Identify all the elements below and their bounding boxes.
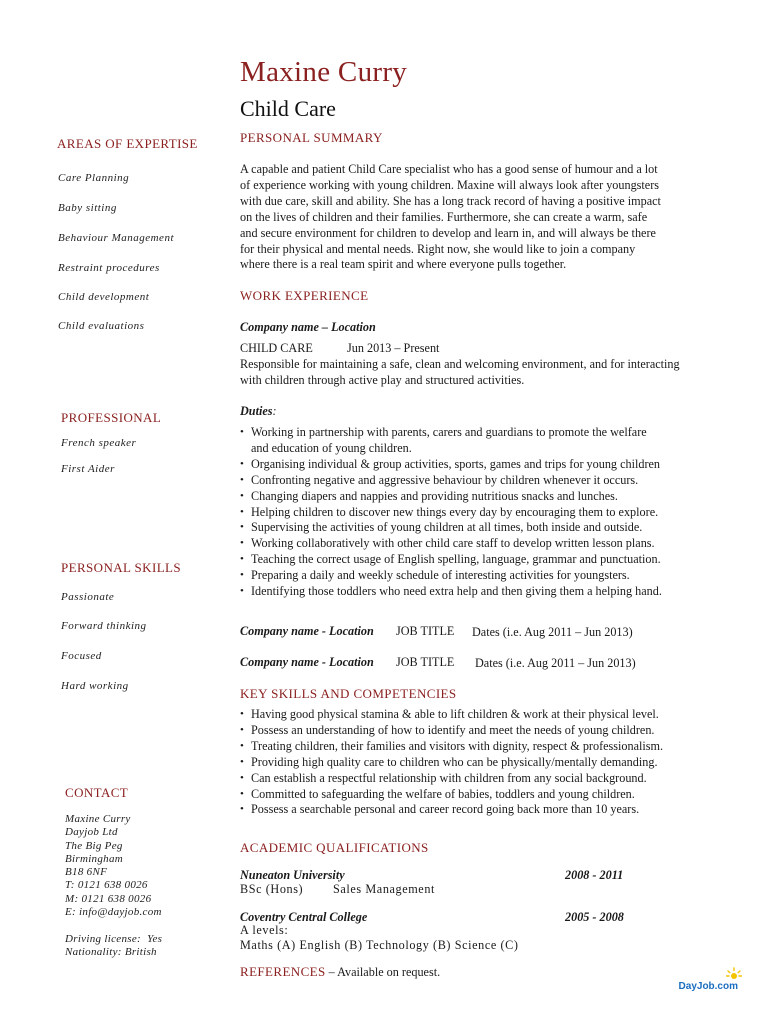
- references-heading: REFERENCES: [240, 964, 326, 979]
- summary-line: and secure environment for children to develop and learn in, and will always be there: [240, 225, 656, 240]
- nationality: Nationality: British: [65, 946, 157, 959]
- sun-icon: [726, 967, 742, 983]
- logo-text: DayJob.com: [678, 981, 738, 992]
- key-skill-item: • Possess a searchable personal and career record going back more than 10 years.: [240, 802, 710, 818]
- key-skill-item: • Can establish a respectful relationship with children from any social background.: [240, 771, 710, 787]
- duties-list: [240, 425, 710, 600]
- prev-company: Company name - Location: [240, 624, 374, 638]
- expertise-item: Care Planning: [58, 172, 130, 184]
- prev-dates: Dates (i.e. Aug 2011 – Jun 2013): [475, 656, 636, 670]
- contact-city: Birmingham: [65, 852, 123, 865]
- qualification-grades: Maths (A) English (B) Technology (B) Science (C): [240, 938, 519, 952]
- company-location: Company name – Location: [240, 320, 376, 334]
- key-skills-list: [240, 707, 710, 818]
- prev-title: JOB TITLE: [396, 655, 455, 669]
- summary-line: of experience working with young children. Maxine will always look after youngsters: [240, 177, 660, 192]
- professional-item: French speaker: [61, 437, 137, 449]
- duty-item: • Supervising the activities of young children at all times, both inside and outside.: [240, 520, 710, 536]
- key-skills-heading: KEY SKILLS AND COMPETENCIES: [240, 686, 457, 701]
- duty-item: • Preparing a daily and weekly schedule of interesting activities for youngsters.: [240, 568, 710, 584]
- key-skill-item: • Having good physical stamina & able to lift children & work at their physical level.: [240, 707, 710, 723]
- duty-item: • Working collaboratively with other child care staff to develop written lesson plans.: [240, 536, 710, 552]
- key-skill-item: • Possess an understanding of how to identify and meet the needs of young children.: [240, 723, 710, 739]
- contact-mobile: M: 0121 638 0026: [65, 892, 152, 905]
- prev-title: JOB TITLE: [396, 624, 455, 638]
- professional-heading: PROFESSIONAL: [61, 410, 162, 425]
- job-title: Child Care: [240, 96, 336, 121]
- skill-item: Focused: [61, 650, 102, 662]
- degree: BSc (Hons): [240, 882, 304, 896]
- references-text: Available on request.: [337, 965, 441, 979]
- skills-heading: PERSONAL SKILLS: [61, 560, 182, 575]
- current-role: CHILD CARE: [240, 341, 313, 355]
- contact-company: Dayjob Ltd: [65, 826, 118, 839]
- summary-line: with due care, skill and ability. She has a long track record of having a positive impact: [240, 193, 661, 208]
- dayjob-logo: [679, 981, 738, 992]
- summary-line: for their physical and mental needs. Right now, she would like to join a company: [240, 241, 636, 256]
- duty-item: • Helping children to discover new things every day by encouraging them to explore.: [240, 505, 710, 521]
- academic-heading: ACADEMIC QUALIFICATIONS: [240, 840, 429, 855]
- description-line: Responsible for maintaining a safe, clean and welcoming environment, and for interacting: [240, 357, 680, 371]
- current-dates: Jun 2013 – Present: [347, 341, 440, 355]
- experience-heading: WORK EXPERIENCE: [240, 288, 369, 303]
- school-years: 2008 - 2011: [565, 868, 624, 882]
- contact-heading: CONTACT: [65, 785, 129, 800]
- expertise-item: Child development: [58, 291, 150, 303]
- summary-text: [240, 162, 710, 273]
- summary-line: where there is a real team spirit and where everyone pulls together.: [240, 257, 567, 272]
- duties-label: [240, 404, 277, 420]
- school-name: Nuneaton University: [240, 868, 345, 882]
- qualification: A levels:: [240, 923, 289, 937]
- contact-postcode: B18 6NF: [65, 866, 108, 879]
- references: [240, 964, 440, 980]
- key-skill-item: • Committed to safeguarding the welfare of babies, toddlers and young children.: [240, 787, 710, 803]
- prev-dates: Dates (i.e. Aug 2011 – Jun 2013): [472, 625, 633, 639]
- candidate-name: Maxine Curry: [240, 56, 408, 88]
- extra-block: [65, 933, 162, 960]
- summary-heading: PERSONAL SUMMARY: [240, 130, 383, 145]
- duty-item: • Confronting negative and aggressive behaviour by children whenever it occurs.: [240, 473, 710, 489]
- school-name: Coventry Central College: [240, 910, 368, 924]
- expertise-item: Restraint procedures: [58, 262, 160, 274]
- duty-item: • Identifying those toddlers who need extra help and then giving them a helping hand.: [240, 584, 710, 600]
- key-skill-item: • Providing high quality care to children who can be physically/mentally demanding.: [240, 755, 710, 771]
- duty-item-continued: and education of young children.: [251, 440, 412, 455]
- summary-line: A capable and patient Child Care specialist who has a good sense of humour and a lot: [240, 162, 658, 176]
- duty-item: • Organising individual & group activities, sports, games and trips for young children: [240, 457, 710, 473]
- duty-item: • Changing diapers and nappies and providing nutritious snacks and lunches.: [240, 489, 710, 505]
- summary-line: on the lives of children and their families. Furthermore, she can create a warm, safe: [240, 209, 648, 224]
- references-dash: –: [325, 965, 338, 979]
- role-description: [240, 357, 710, 389]
- contact-email: E: info@dayjob.com: [65, 906, 162, 919]
- key-skill-item: • Treating children, their families and visitors with dignity, respect & professionalism.: [240, 739, 710, 755]
- prev-company: Company name - Location: [240, 655, 374, 669]
- school-years: 2005 - 2008: [565, 910, 624, 924]
- skill-item: Passionate: [61, 591, 115, 603]
- contact-phone: T: 0121 638 0026: [65, 879, 148, 892]
- contact-address: The Big Peg: [65, 839, 123, 852]
- expertise-heading: AREAS OF EXPERTISE: [57, 136, 198, 151]
- duty-item: • Teaching the correct usage of English spelling, language, grammar and punctuation.: [240, 552, 710, 568]
- expertise-item: Child evaluations: [58, 320, 145, 332]
- expertise-item: Baby sitting: [58, 202, 117, 214]
- description-line: with children through active play and structured activities.: [240, 372, 525, 387]
- contact-name: Maxine Curry: [65, 813, 131, 825]
- duties-colon: :: [272, 404, 277, 418]
- driving-license: Driving license: Yes: [65, 933, 163, 945]
- duties-label-text: Duties: [240, 404, 273, 418]
- contact-block: [65, 813, 162, 919]
- duty-item: • Working in partnership with parents, carers and guardians to promote the welfare: [240, 425, 710, 441]
- degree-subject: Sales Management: [333, 882, 435, 896]
- expertise-item: Behaviour Management: [58, 232, 174, 244]
- professional-item: First Aider: [61, 463, 115, 475]
- skill-item: Hard working: [61, 680, 129, 692]
- skill-item: Forward thinking: [61, 620, 147, 632]
